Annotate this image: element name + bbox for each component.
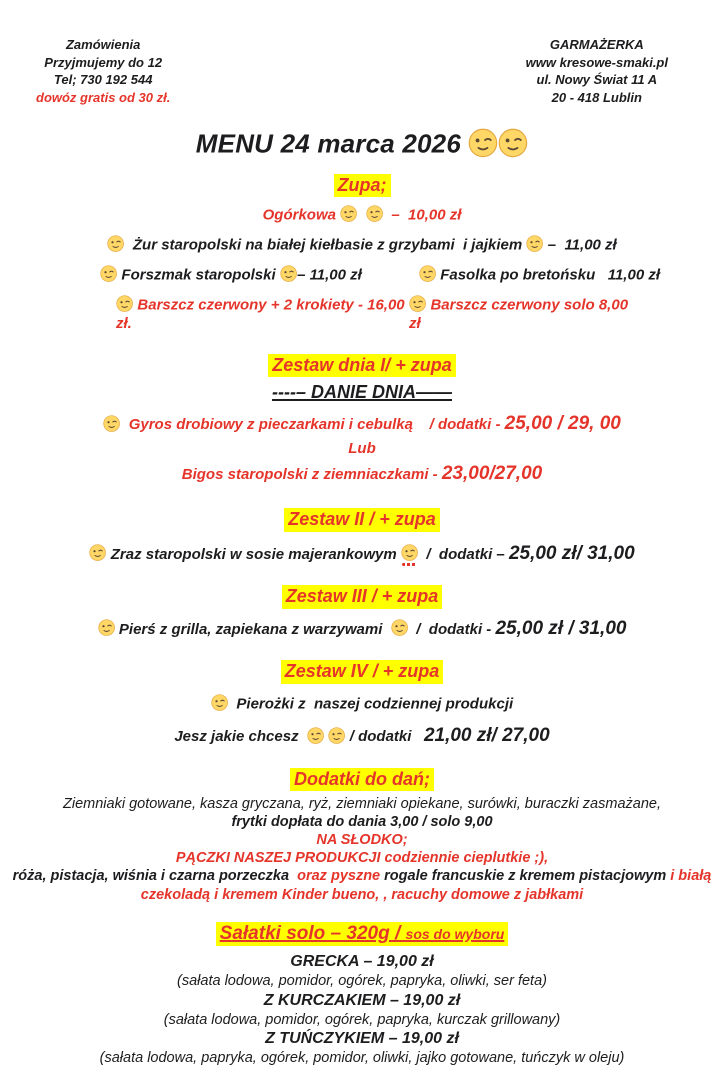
section-zestaw-1 <box>0 354 724 377</box>
wink-emoji-icon <box>307 727 324 744</box>
menu-line-piers: Pierś z grilla, zapiekana z warzywami / dodatki - 25,00 zł / 31,00 <box>0 617 724 641</box>
contact-header <box>0 36 724 106</box>
donuts-line: PĄCZKI NASZEJ PRODUKCJI codziennie cieplutkie ;), <box>175 850 549 867</box>
fries-surcharge: frytki dopłata do dania 3,00 / solo 9,00 <box>231 814 493 831</box>
menu-line-barszcz-krokiety: Barszcz czerwony + 2 krokiety - 16,00 zł. <box>116 296 409 333</box>
menu-line-forszmak: Forszmak staropolski – 11,00 zł <box>100 265 362 285</box>
section-header-zestaw-4: Zestaw IV / + zupa <box>281 660 444 683</box>
wink-emoji-icon <box>526 235 543 252</box>
sides-list: Ziemniaki gotowane, kasza gryczana, ryż, ziemniaki opiekane, surówki, buraczki zasmażane, <box>63 795 661 812</box>
wink-emoji-icon <box>419 265 436 282</box>
orders-hours: Przyjmujemy do 12 <box>44 54 163 70</box>
salad-grecka-desc: (sałata lodowa, pomidor, ogórek, papryka, oliwki, ser feta) <box>177 973 547 990</box>
croissants-line: róża, pistacja, wiśnia i czarna porzeczka oraz pyszne rogale francuskie z kremem pistacjowym i białą <box>12 868 712 885</box>
wink-emoji-icon <box>328 727 345 744</box>
wink-emoji-icon <box>366 205 383 222</box>
page-title: MENU 24 marca 2026 <box>0 128 724 160</box>
wink-emoji-icon <box>116 295 133 312</box>
business-name: GARMAŻERKA <box>549 37 644 52</box>
wink-emoji-icon <box>89 544 106 561</box>
phone-number: Tel; 730 192 544 <box>53 72 153 88</box>
section-header-zestaw-1: Zestaw dnia I/ + zupa <box>268 354 456 377</box>
wink-emoji-icon <box>391 619 408 636</box>
street-address: ul. Nowy Świat 11 A <box>536 72 658 88</box>
menu-line-ogorkowa: Ogórkowa – 10,00 zł <box>262 206 462 224</box>
salad-kurczak-desc: (sałata lodowa, pomidor, ogórek, papryka, kurczak grillowany) <box>163 1011 561 1028</box>
menu-line-pierozki: Pierożki z naszej codziennej produkcji <box>0 694 724 714</box>
contact-left <box>36 36 170 106</box>
wink-emoji-icon <box>498 128 528 158</box>
wink-emoji-icon <box>103 415 120 432</box>
wink-emoji-icon <box>468 128 498 158</box>
borsch-row <box>0 295 724 334</box>
wink-emoji-icon <box>100 265 117 282</box>
section-header-zupa: Zupa; <box>334 174 391 197</box>
wink-emoji-icon <box>401 544 418 561</box>
section-zestaw-4 <box>0 660 724 683</box>
menu-line-gyros: Gyros drobiowy z pieczarkami i cebulką / dodatki - 25,00 / 29, 00 <box>0 412 724 436</box>
menu-line-zraz: Zraz staropolski w sosie majerankowym / dodatki – 25,00 zł/ 31,00 <box>0 542 724 566</box>
section-header-zestaw-3: Zestaw III / + zupa <box>282 585 443 608</box>
wink-emoji-icon <box>280 265 297 282</box>
salad-tunczyk-name: Z TUŃCZYKIEM – 19,00 zł <box>265 1029 459 1047</box>
section-salatki <box>0 922 724 947</box>
city-address: 20 - 418 Lublin <box>551 89 642 105</box>
menu-line-bigos: Bigos staropolski z ziemniaczkami - 23,00/27,00 <box>181 463 543 485</box>
salad-grecka-name: GRECKA – 19,00 zł <box>290 953 434 971</box>
section-zestaw-2 <box>0 508 724 531</box>
wink-emoji-icon <box>211 694 228 711</box>
menu-line-barszcz-solo: Barszcz czerwony solo 8,00 zł <box>409 296 633 333</box>
sweets-header: NA SŁODKO; <box>316 832 408 849</box>
wink-emoji-icon <box>340 205 357 222</box>
salad-tunczyk-desc: (sałata lodowa, papryka, ogórek, pomidor, oliwki, jajko gotowane, tuńczyk w oleju) <box>99 1049 625 1066</box>
menu-line-jesz: Jesz jakie chcesz / dodatki 21,00 zł/ 27,00 <box>174 724 550 746</box>
danie-dnia-label: ----– DANIE DNIA—— <box>272 382 452 403</box>
or-label: Lub <box>348 439 376 457</box>
orders-label: Zamówienia <box>65 37 141 52</box>
free-delivery-note: dowóz gratis od 30 zł. <box>36 89 171 105</box>
soup-row <box>0 265 724 285</box>
chocolate-line: czekoladą i kremem Kinder bueno, , racuchy domowe z jabłkami <box>140 886 584 903</box>
section-header-dodatki: Dodatki do dań; <box>290 768 434 791</box>
salad-kurczak-name: Z KURCZAKIEM – 19,00 zł <box>263 991 461 1009</box>
section-dodatki <box>0 768 724 791</box>
contact-right <box>526 36 668 106</box>
wink-emoji-icon <box>409 295 426 312</box>
menu-line-fasolka: Fasolka po bretońsku 11,00 zł <box>419 265 660 285</box>
section-header-zestaw-2: Zestaw II / + zupa <box>284 508 440 531</box>
wink-emoji-icon <box>98 619 115 636</box>
section-header-salatki: Sałatki solo – 320g / sos do wyboru <box>216 922 509 947</box>
website: www kresowe-smaki.pl <box>525 54 668 70</box>
section-zestaw-3 <box>0 585 724 608</box>
menu-line-zur: Żur staropolski na białej kiełbasie z grzybami i jajkiem – 11,00 zł <box>0 235 724 255</box>
section-zupa <box>0 174 724 197</box>
wink-emoji-icon <box>107 235 124 252</box>
